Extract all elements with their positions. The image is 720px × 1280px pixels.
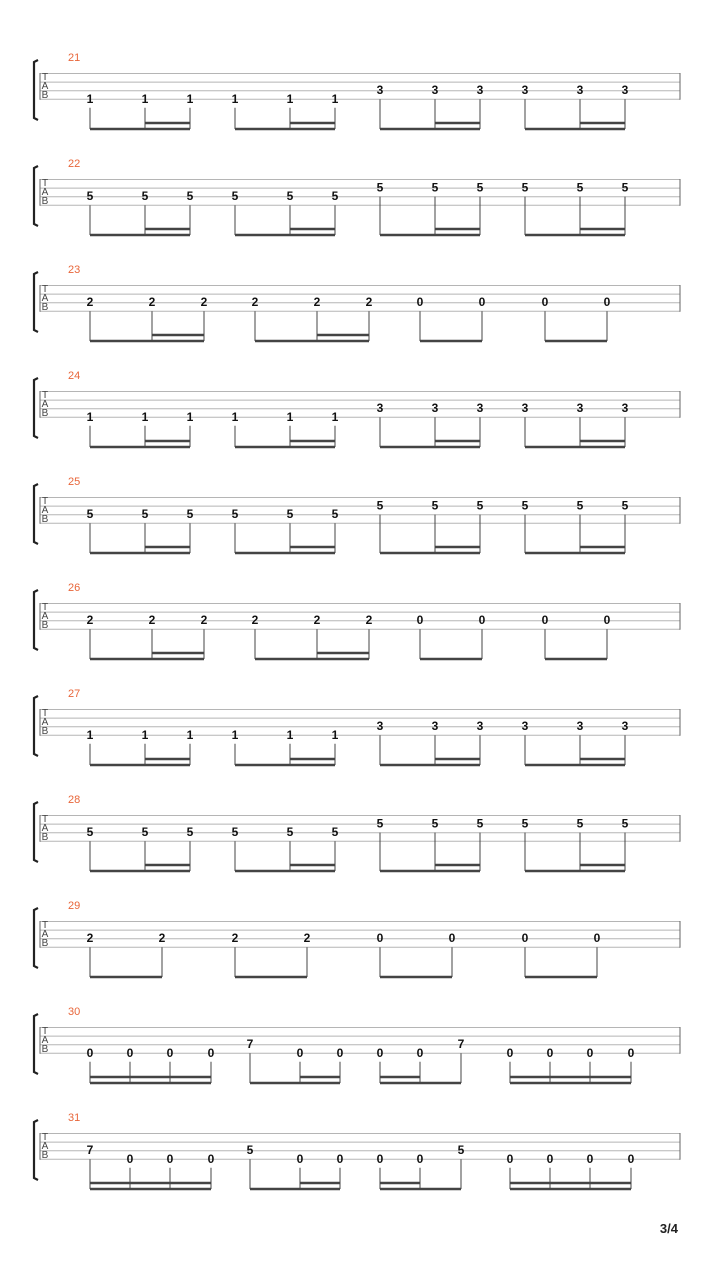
- fret-number: 5: [376, 498, 384, 513]
- tab-clef-letter: A: [41, 81, 49, 92]
- fret-number: 0: [546, 1045, 554, 1060]
- fret-number: 1: [186, 91, 194, 106]
- fret-number: 0: [126, 1045, 134, 1060]
- tab-clef-letter: B: [41, 620, 49, 631]
- tab-clef-letter: T: [41, 814, 49, 825]
- fret-number: 0: [506, 1045, 514, 1060]
- fret-number: 0: [627, 1045, 635, 1060]
- tab-clef-letter: A: [41, 717, 49, 728]
- fret-number: 5: [86, 825, 94, 840]
- measure-number: 24: [68, 370, 81, 382]
- fret-number: 1: [331, 91, 339, 106]
- fret-number: 0: [506, 1151, 514, 1166]
- fret-number: 2: [148, 613, 156, 628]
- system-bracket: [34, 802, 38, 862]
- fret-number: 5: [576, 498, 584, 513]
- fret-number: 5: [186, 507, 194, 522]
- fret-number: 3: [576, 401, 584, 416]
- fret-number: 0: [541, 295, 549, 310]
- fret-number: 0: [521, 931, 529, 946]
- measure-number: 29: [68, 900, 81, 912]
- fret-number: 5: [286, 825, 294, 840]
- system-bracket: [34, 1120, 38, 1180]
- fret-number: 3: [476, 401, 484, 416]
- fret-number: 1: [331, 409, 339, 424]
- fret-number: 2: [86, 613, 94, 628]
- fret-number: 2: [251, 613, 259, 628]
- fret-number: 0: [478, 613, 486, 628]
- fret-number: 1: [286, 91, 294, 106]
- fret-number: 0: [416, 1045, 424, 1060]
- fret-number: 5: [621, 816, 629, 831]
- fret-number: 5: [331, 825, 339, 840]
- system-bracket: [34, 60, 38, 120]
- fret-number: 2: [365, 295, 373, 310]
- fret-number: 3: [376, 719, 384, 734]
- fret-number: 2: [200, 613, 208, 628]
- tab-clef-letter: T: [41, 284, 49, 295]
- fret-number: 7: [457, 1037, 465, 1052]
- fret-number: 2: [200, 295, 208, 310]
- tab-clef-letter: T: [41, 602, 49, 613]
- tab-clef-letter: A: [41, 505, 49, 516]
- fret-number: 5: [286, 189, 294, 204]
- fret-number: 3: [576, 719, 584, 734]
- fret-number: 5: [286, 507, 294, 522]
- fret-number: 3: [376, 83, 384, 98]
- tab-clef-letter: B: [41, 90, 49, 101]
- fret-number: 3: [431, 401, 439, 416]
- fret-number: 3: [476, 83, 484, 98]
- tab-clef-letter: A: [41, 187, 49, 198]
- fret-number: 1: [231, 409, 239, 424]
- fret-number: 2: [86, 295, 94, 310]
- tab-clef-letter: A: [41, 823, 49, 834]
- fret-number: 3: [621, 83, 629, 98]
- system-bracket: [34, 908, 38, 968]
- tab-clef-letter: T: [41, 390, 49, 401]
- fret-number: 0: [546, 1151, 554, 1166]
- fret-number: 0: [376, 1151, 384, 1166]
- fret-number: 1: [186, 727, 194, 742]
- fret-number: 2: [148, 295, 156, 310]
- fret-number: 5: [521, 498, 529, 513]
- fret-number: 5: [476, 180, 484, 195]
- page-number: 3/4: [659, 1221, 678, 1236]
- fret-number: 7: [246, 1037, 254, 1052]
- tab-clef-letter: T: [41, 178, 49, 189]
- fret-number: 1: [86, 91, 94, 106]
- fret-number: 3: [621, 401, 629, 416]
- fret-number: 5: [376, 816, 384, 831]
- fret-number: 0: [336, 1151, 344, 1166]
- fret-number: 3: [621, 719, 629, 734]
- fret-number: 3: [476, 719, 484, 734]
- fret-number: 5: [476, 816, 484, 831]
- measure-number: 30: [68, 1006, 81, 1018]
- measure-number: 21: [68, 52, 81, 64]
- fret-number: 5: [141, 825, 149, 840]
- tab-clef-letter: B: [41, 1150, 49, 1161]
- system-bracket: [34, 696, 38, 756]
- measure-number: 26: [68, 582, 81, 594]
- fret-number: 1: [231, 727, 239, 742]
- fret-number: 5: [476, 498, 484, 513]
- tab-clef-letter: A: [41, 1141, 49, 1152]
- fret-number: 0: [416, 295, 424, 310]
- fret-number: 0: [603, 295, 611, 310]
- fret-number: 2: [158, 931, 166, 946]
- fret-number: 0: [336, 1045, 344, 1060]
- fret-number: 0: [416, 1151, 424, 1166]
- fret-number: 5: [576, 180, 584, 195]
- tab-clef-letter: A: [41, 399, 49, 410]
- measure-number: 31: [68, 1112, 81, 1124]
- tab-clef-letter: T: [41, 496, 49, 507]
- system-bracket: [34, 590, 38, 650]
- fret-number: 0: [207, 1045, 215, 1060]
- tab-clef-letter: B: [41, 196, 49, 207]
- measure-number: 28: [68, 794, 81, 806]
- fret-number: 0: [416, 613, 424, 628]
- fret-number: 5: [331, 507, 339, 522]
- system-bracket: [34, 484, 38, 544]
- fret-number: 5: [521, 180, 529, 195]
- tab-clef-letter: B: [41, 408, 49, 419]
- fret-number: 5: [141, 189, 149, 204]
- fret-number: 0: [593, 931, 601, 946]
- fret-number: 5: [231, 189, 239, 204]
- fret-number: 0: [603, 613, 611, 628]
- fret-number: 0: [296, 1151, 304, 1166]
- fret-number: 2: [313, 295, 321, 310]
- fret-number: 5: [331, 189, 339, 204]
- fret-number: 1: [141, 91, 149, 106]
- tab-clef-letter: T: [41, 1026, 49, 1037]
- fret-number: 3: [431, 83, 439, 98]
- fret-number: 0: [448, 931, 456, 946]
- fret-number: 2: [365, 613, 373, 628]
- fret-number: 5: [86, 507, 94, 522]
- fret-number: 3: [521, 401, 529, 416]
- tab-clef-letter: B: [41, 832, 49, 843]
- fret-number: 5: [246, 1143, 254, 1158]
- fret-number: 5: [621, 180, 629, 195]
- fret-number: 2: [86, 931, 94, 946]
- tab-clef-letter: T: [41, 920, 49, 931]
- tab-clef-letter: A: [41, 611, 49, 622]
- fret-number: 5: [576, 816, 584, 831]
- fret-number: 1: [86, 409, 94, 424]
- fret-number: 3: [521, 719, 529, 734]
- fret-number: 3: [576, 83, 584, 98]
- fret-number: 1: [231, 91, 239, 106]
- fret-number: 5: [141, 507, 149, 522]
- tab-clef-letter: T: [41, 72, 49, 83]
- tab-clef-letter: B: [41, 302, 49, 313]
- fret-number: 3: [431, 719, 439, 734]
- fret-number: 2: [231, 931, 239, 946]
- fret-number: 5: [457, 1143, 465, 1158]
- fret-number: 1: [286, 409, 294, 424]
- system-bracket: [34, 166, 38, 226]
- fret-number: 1: [286, 727, 294, 742]
- fret-number: 2: [303, 931, 311, 946]
- fret-number: 5: [86, 189, 94, 204]
- fret-number: 2: [313, 613, 321, 628]
- tab-clef-letter: A: [41, 1035, 49, 1046]
- system-bracket: [34, 272, 38, 332]
- fret-number: 5: [186, 189, 194, 204]
- fret-number: 5: [431, 498, 439, 513]
- tab-clef-letter: T: [41, 1132, 49, 1143]
- fret-number: 5: [231, 507, 239, 522]
- tab-clef-letter: A: [41, 929, 49, 940]
- fret-number: 2: [251, 295, 259, 310]
- fret-number: 5: [621, 498, 629, 513]
- tab-clef-letter: B: [41, 514, 49, 525]
- fret-number: 0: [376, 1045, 384, 1060]
- fret-number: 0: [126, 1151, 134, 1166]
- fret-number: 5: [231, 825, 239, 840]
- fret-number: 0: [541, 613, 549, 628]
- tab-clef-letter: B: [41, 1044, 49, 1055]
- fret-number: 0: [207, 1151, 215, 1166]
- fret-number: 7: [86, 1143, 94, 1158]
- fret-number: 5: [431, 816, 439, 831]
- measure-number: 22: [68, 158, 81, 170]
- fret-number: 0: [586, 1045, 594, 1060]
- fret-number: 0: [478, 295, 486, 310]
- fret-number: 5: [376, 180, 384, 195]
- fret-number: 0: [627, 1151, 635, 1166]
- tab-clef-letter: A: [41, 293, 49, 304]
- fret-number: 0: [166, 1045, 174, 1060]
- fret-number: 3: [376, 401, 384, 416]
- fret-number: 5: [186, 825, 194, 840]
- system-bracket: [34, 378, 38, 438]
- measure-number: 25: [68, 476, 81, 488]
- fret-number: 5: [521, 816, 529, 831]
- fret-number: 3: [521, 83, 529, 98]
- fret-number: 1: [331, 727, 339, 742]
- measure-number: 27: [68, 688, 81, 700]
- tab-clef-letter: B: [41, 726, 49, 737]
- fret-number: 0: [86, 1045, 94, 1060]
- fret-number: 5: [431, 180, 439, 195]
- tab-clef-letter: T: [41, 708, 49, 719]
- system-bracket: [34, 1014, 38, 1074]
- fret-number: 1: [141, 409, 149, 424]
- fret-number: 0: [166, 1151, 174, 1166]
- fret-number: 1: [186, 409, 194, 424]
- fret-number: 1: [141, 727, 149, 742]
- tab-clef-letter: B: [41, 938, 49, 949]
- fret-number: 0: [296, 1045, 304, 1060]
- measure-number: 23: [68, 264, 81, 276]
- fret-number: 1: [86, 727, 94, 742]
- fret-number: 0: [376, 931, 384, 946]
- fret-number: 0: [586, 1151, 594, 1166]
